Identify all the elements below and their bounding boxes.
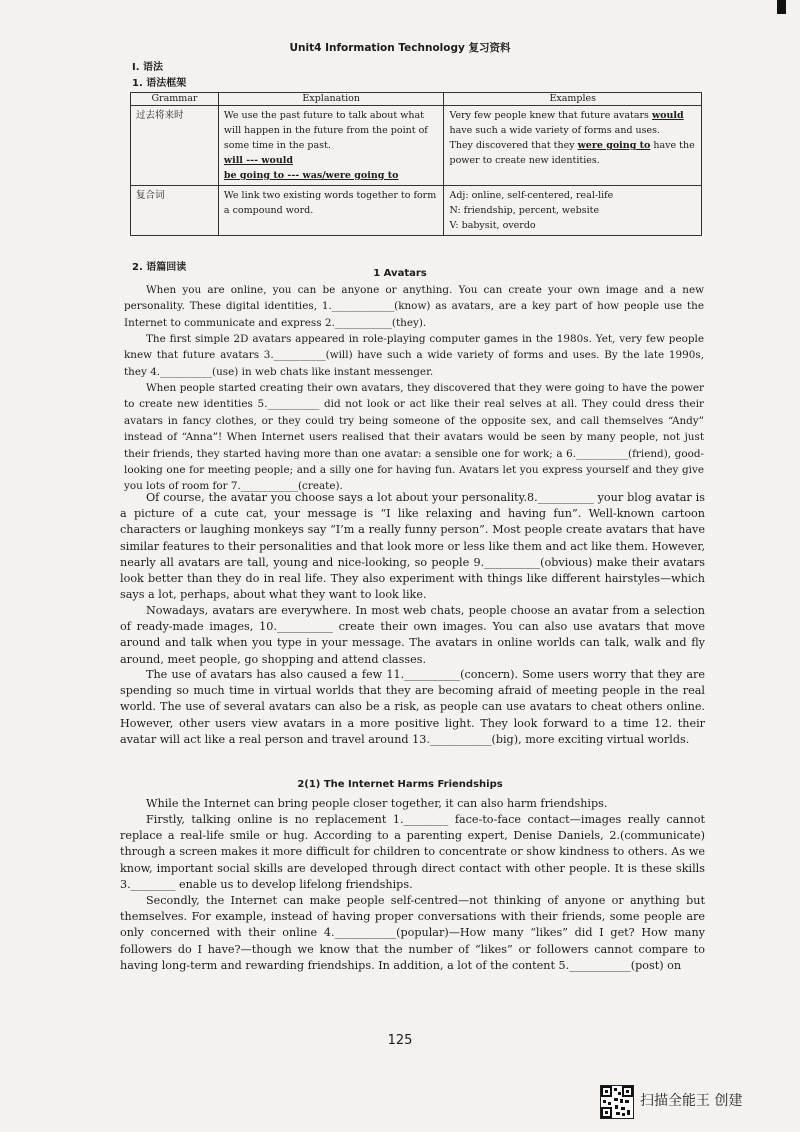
page-number: 125	[387, 1033, 413, 1048]
explanation-text: We use the past future to talk about what will happen in the future from the point of some time in the past.	[223, 110, 428, 151]
table-header-cell: Examples	[444, 93, 702, 106]
passage-title: 2(1) The Internet Harms Friendships	[297, 779, 503, 790]
table-row	[131, 106, 702, 186]
subsection-heading-framework: 1. 语法框架	[132, 78, 187, 89]
table-row	[131, 186, 702, 236]
table-header-cell: Grammar	[131, 93, 219, 106]
scanner-watermark: 扫描全能王 创建	[640, 1093, 743, 1109]
example-highlight: would	[651, 110, 684, 121]
paragraph: The use of avatars has also caused a few 11.__________(concern). Some users worry that they are spending so much time in virtual worlds that they are becoming afraid of meeting people in the real world. The use of several avatars can also be a risk, as people can use avatars to cheat others online. However, other users view avatars in a more positive light. They look forward to a time 12. their avatar will act like a real person and travel around 13.___________(big), more exciting virtual worlds.	[120, 668, 705, 746]
paragraph: Firstly, talking online is no replacement 1.________ face-to-face contact—images really cannot replace a real-life smile or hug. According to a parenting expert, Denise Daniels, 2.(communicate) through a screen makes it more difficult for children to concentrate or show kindness to others. As we know, important social skills are developed through direct contact with other people. It is these skills 3.________ enable us to develop lifelong friendships.	[120, 813, 705, 891]
section-heading-grammar: Ⅰ. 语法	[132, 62, 164, 73]
table-header-cell: Explanation	[218, 93, 444, 106]
example-text: Very few people knew that future avatars	[449, 110, 652, 121]
scan-edge-mark	[777, 0, 786, 14]
table-header-row	[131, 93, 702, 106]
explanation-cell: We link two existing words together to form a compound word.	[218, 186, 444, 236]
explanation-rule: will --- would	[223, 155, 294, 166]
section-heading-reading: 2. 语篇回读	[132, 262, 187, 273]
grammar-table	[130, 92, 702, 236]
paragraph: When you are online, you can be anyone or anything. You can create your own image and a new personality. These digital identities, 1.____________(know) as avatars, are a key part of how people use the Internet to communicate and express 2.___________(they).	[124, 284, 704, 329]
passage-title: 1 Avatars	[373, 268, 427, 279]
grammar-cell: 过去将来时	[131, 106, 219, 186]
example-text: They discovered that they	[449, 140, 578, 151]
example-text: have such a wide variety of forms and uses.	[449, 125, 661, 136]
page-title: Unit4 Information Technology 复习资料	[289, 42, 511, 54]
examples-cell	[444, 106, 702, 186]
examples-cell	[444, 186, 702, 236]
example-highlight: were going to	[577, 140, 651, 151]
paragraph: Nowadays, avatars are everywhere. In most web chats, people choose an avatar from a selection of ready-made images, 10.__________ create their own images. You can also use avatars that move around and talk when you type in your message. The avatars in online worlds can talk, walk and fly around, meet people, go shopping and attend classes.	[120, 604, 705, 666]
paragraph: When people started creating their own avatars, they discovered that they were going to have the power to create new identities 5.__________ did not look or act like their real selves at all. They could dress their avatars in fancy clothes, or they could try being someone of the opposite sex, and call themselves “Andy” instead of “Anna”! When Internet users realised that their avatars would be seen by many people, not just their friends, they started having more than one avatar: a sensible one for work; a 6.__________(friend), good-looking one for meeting people; and a silly one for having fun. Avatars let you express yourself and they give you lots of room for 7.___________(create).	[124, 382, 704, 493]
qr-code-icon	[600, 1085, 634, 1119]
paragraph: While the Internet can bring people closer together, it can also harm friendships.	[146, 797, 608, 810]
example-text: V: babysit, overdo	[449, 220, 536, 231]
explanation-cell	[218, 106, 444, 186]
example-text: N: friendship, percent, website	[449, 205, 600, 216]
paragraph: Secondly, the Internet can make people self-centred—not thinking of anyone or anything but themselves. For example, instead of having proper conversations with their friends, some people are only concerned with their online 4.___________(popular)—How many “likes” did I get? How many followers do I have?—though we know that the number of “likes” or followers cannot compare to having long-term and rewarding friendships. In addition, a lot of the content 5.___________(post) on	[120, 894, 705, 972]
example-text: Adj: online, self-centered, real-life	[449, 190, 614, 201]
explanation-rule: be going to --- was/were going to	[223, 170, 399, 181]
grammar-cell: 复合词	[131, 186, 219, 236]
example-text: have the power to create new identities.	[449, 140, 695, 166]
paragraph: Of course, the avatar you choose says a lot about your personality.8.__________ your blog avatar is a picture of a cute cat, your message is “I like relaxing and having fun”. Well-known cartoon characters or laughing monkeys say “I’m a really funny person”. Most people create avatars that have similar features to their personalities and that look more or less like them and act like them. However, nearly all avatars are tall, young and nice-looking, so people 9.__________(obvious) make their avatars look better than they do in real life. They also experiment with things like different hairstyles—which says a lot, perhaps, about what they want to look like.	[120, 491, 705, 602]
paragraph: The first simple 2D avatars appeared in role-playing computer games in the 1980s. Yet, very few people knew that future avatars 3.__________(will) have such a wide variety of forms and uses. By the late 1990s, they 4.__________(use) in web chats like instant messenger.	[124, 333, 704, 378]
